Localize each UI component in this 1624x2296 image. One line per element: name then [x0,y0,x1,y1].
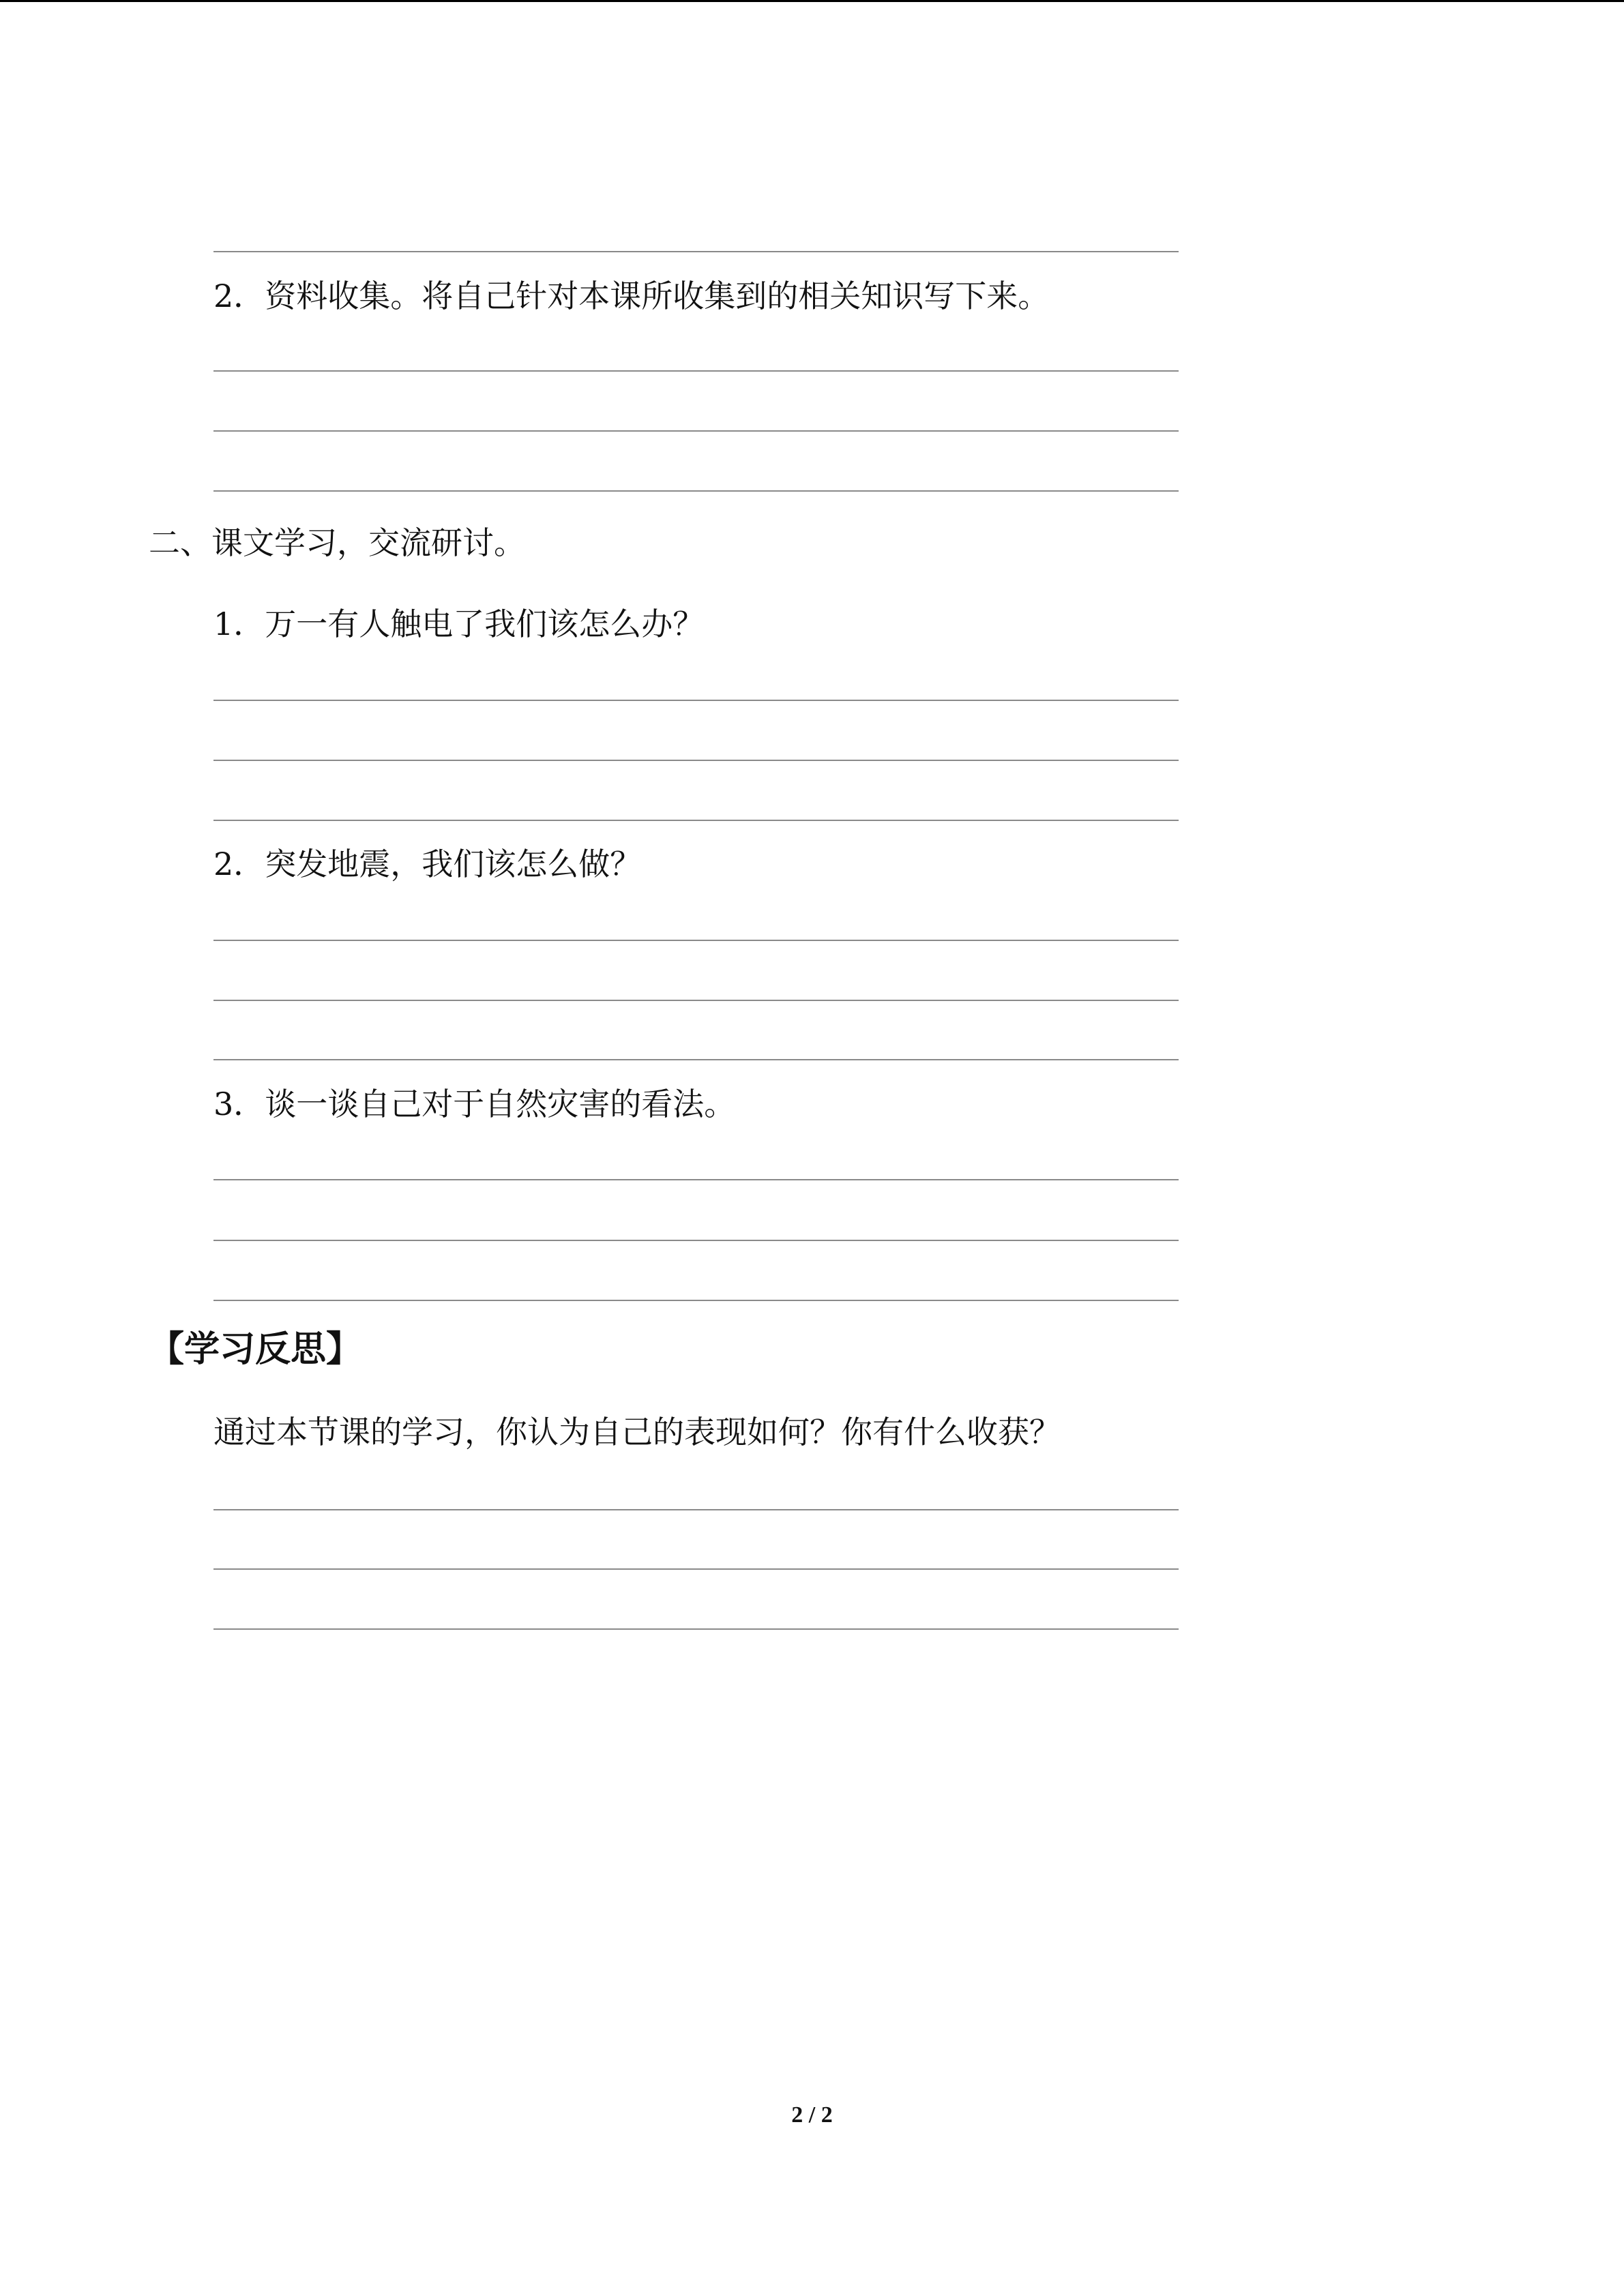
answer-line [213,820,1179,821]
answer-line [213,940,1179,941]
answer-line [213,251,1179,252]
answer-line [213,430,1179,432]
answer-line [213,1179,1179,1180]
answer-line [213,370,1179,372]
reflection-prompt: 通过本节课的学习，你认为自己的表现如何？你有什么收获？ [213,1414,1061,1450]
answer-line [213,490,1179,492]
answer-line [213,760,1179,761]
reflection-title: 【学习反思】 [149,1329,362,1370]
question-2: 2．突发地震，我们该怎么做？ [213,846,642,882]
answer-line [213,1568,1179,1570]
answer-line [213,1628,1179,1630]
answer-line [213,1000,1179,1001]
answer-line [213,1059,1179,1060]
answer-line [213,700,1179,701]
item-resource-collection: 2．资料收集。将自己针对本课所收集到的相关知识写下来。 [213,278,1050,314]
page-top-border [0,0,1624,2]
section-two-heading: 二、课文学习，交流研讨。 [149,524,525,561]
answer-line [213,1240,1179,1241]
question-1: 1．万一有人触电了我们该怎么办？ [213,606,705,642]
answer-line [213,1300,1179,1301]
page-number: 2 / 2 [791,2102,833,2128]
answer-line [213,1509,1179,1510]
question-3: 3．谈一谈自己对于自然灾害的看法。 [213,1086,736,1122]
